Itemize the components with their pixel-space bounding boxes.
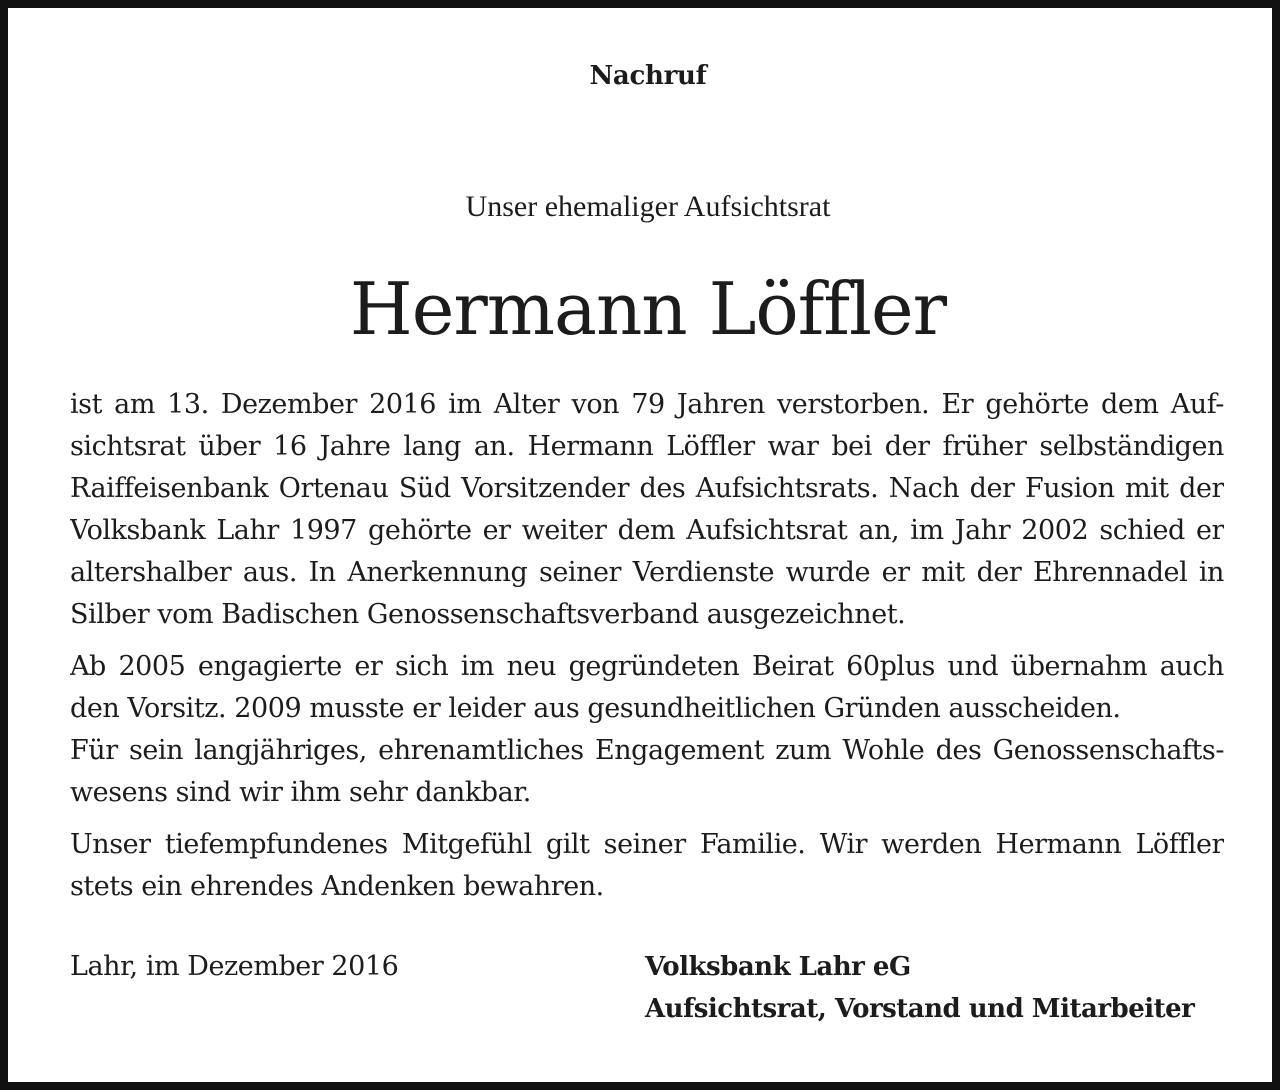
heading: Nachruf [589, 61, 707, 91]
text-line: den Vorsitz. 2009 musste er leider aus gesundheitlichen Gründen ausscheiden. [70, 693, 1121, 724]
paragraph-biography [70, 384, 1224, 636]
paragraph-condolence [70, 824, 1224, 908]
text-line: Silber vom Badischen Genossenschaftsverband ausgezeichnet. [70, 599, 906, 630]
text-line: wesens sind wir ihm sehr dankbar. [70, 777, 531, 808]
signature-block [645, 946, 1235, 1030]
text-line: Ab 2005 engagierte er sich im neu gegründeten Beirat 60plus und übernahm auch [70, 651, 1224, 682]
place-date: Lahr, im Dezember 2016 [70, 951, 399, 982]
deceased-name: Hermann Löffler [349, 267, 947, 351]
paragraph-engagement [70, 646, 1224, 814]
obituary-body [70, 384, 1224, 908]
text-line: Für sein langjähriges, ehrenamtliches Engagement zum Wohle des Genossenschafts- [70, 735, 1224, 766]
text-line: Raiffeisenbank Ortenau Süd Vorsitzender des Aufsichtsrats. Nach der Fusion mit der [70, 473, 1224, 504]
organization-name: Volksbank Lahr eG [645, 952, 911, 982]
subtitle: Unser ehemaliger Aufsichtsrat [465, 190, 831, 223]
text-line: stets ein ehrendes Andenken bewahren. [70, 871, 604, 902]
text-line: Volksbank Lahr 1997 gehörte er weiter dem Aufsichtsrat an, im Jahr 2002 schied er [70, 515, 1224, 546]
text-line: Unser tiefempfundenes Mitgefühl gilt seiner Familie. Wir werden Hermann Löffler [70, 829, 1224, 860]
text-line: ist am 13. Dezember 2016 im Alter von 79 Jahren verstorben. Er gehörte dem Auf- [70, 389, 1224, 420]
text-line: sichtsrat über 16 Jahre lang an. Hermann Löffler war bei der früher selbständigen [70, 431, 1224, 462]
signatories: Aufsichtsrat, Vorstand und Mitarbeiter [645, 994, 1195, 1024]
text-line: altershalber aus. In Anerkennung seiner Verdienste wurde er mit der Ehrennadel in [70, 557, 1224, 588]
